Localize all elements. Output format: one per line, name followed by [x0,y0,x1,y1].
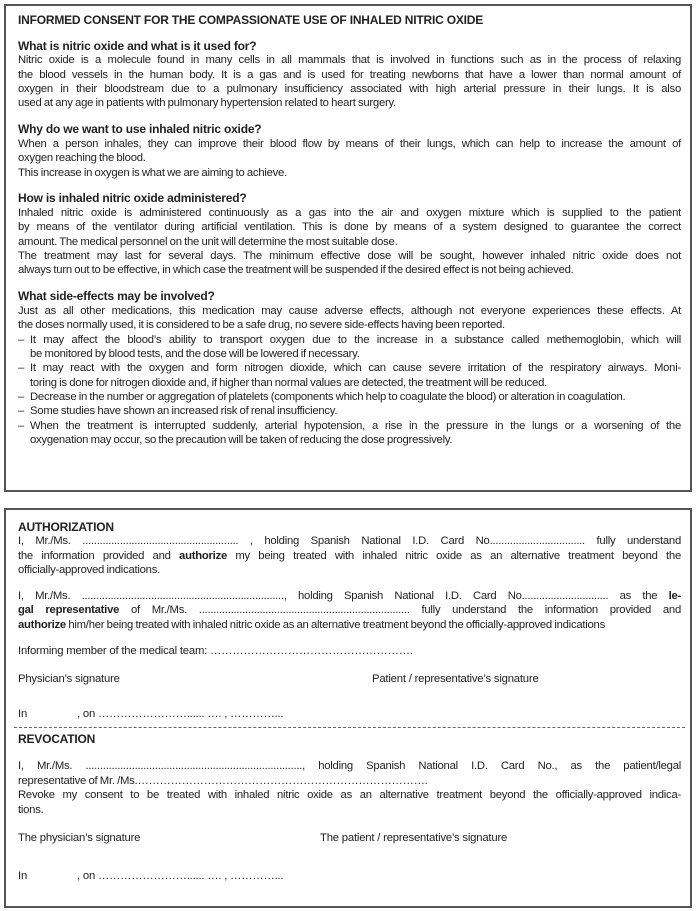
revocation-heading: REVOCATION [18,731,96,746]
body-text-line: oxygen reaching the blood. [18,152,146,165]
spacer [18,278,681,290]
authorization-heading: AUTHORIZATION [18,520,114,534]
body-text-line: used at any age in patients with pulmonary hypertension related to heart surgery. [18,97,396,110]
form-text-line: tions. [18,803,44,816]
body-text-line: This increase in oxygen is what we are aiming to achieve. [18,166,287,179]
body-text-line: Nitric oxide is a molecule found in many cells in all mammals that is involved in functions such as in the process of relaxing [18,54,681,67]
text-segment: officially-approved indications. [18,564,161,577]
revocation-place-date[interactable]: In , on ……………………...... …. , …………... [18,870,284,883]
revocation-physician-signature-label: The physician’s signature [18,831,141,844]
bullet-item-line: – Some studies have shown an increased risk of renal insufficiency. [18,404,681,418]
emphasis-text: authorize [18,618,66,631]
body-text-line: Inhaled nitric oxide is administered continuously as a gas into the air and oxygen mixture which is supplied to the patient [18,206,681,219]
spacer [18,180,681,192]
emphasis-text: le- [668,590,681,603]
form-text-line [18,589,681,603]
body-text-line: When a person inhales, they can improve their blood flow by means of their lungs, which can help to increase the amount of [18,137,681,150]
body-text-line: always turn out to be effective, in which case the treatment will be suspended if the desired effect is not being achieved. [18,264,574,277]
body-text-line: oxygen in their bloodstream due to a pulmonary insufficiency associated with high arterial pressure in their lungs. It is also [18,83,681,96]
section-heading: What side-effects may be involved? [18,289,215,304]
body-text-line: Just as all other medications, this medication may cause adverse effects, although not everyone experiences these effects. At [18,304,681,317]
authorization-statement-patient [18,534,681,577]
section-heading: Why do we want to use inhaled nitric oxide? [18,122,262,137]
form-text-line: I, Mr./Ms. ..........................................................................., holding Spanish National I.D. Card No., as the patient/legal [18,760,681,773]
bullet-item-line: – It may react with the oxygen and form nitrogen dioxide, which can cause severe irritation of the respiratory airways. Moni- [18,361,681,375]
text-segment: my being treated with inhaled nitric oxide as an alternative treatment beyond the [227,549,681,562]
emphasis-text: authorize [179,549,227,562]
authorization-statement-representative [18,589,681,632]
consent-form-section [4,508,692,908]
form-text-line: representative of Mr. /Ms.……………………………………………………………………. [18,774,428,787]
bullet-item-line: toring is done for nitrogen dioxide and, if higher than normal values are detected, the treatment will be reduced. [30,376,548,389]
physician-signature-label: Physician’s signature [18,673,120,686]
text-segment: I, Mr./Ms. ...................................................... , holding Spanish National I.D. Card No................................. fully understand [18,535,681,548]
body-text-line: by means of the ventilator during artificial ventilation. This is done by means of a system designed to guarantee the correct [18,221,681,234]
patient-signature-label: Patient / representative’s signature [372,673,539,686]
emphasis-text: gal representative [18,604,120,617]
body-text-line: amount. The medical personnel on the unit will determine the most suitable dose. [18,235,398,248]
form-text-line [18,563,681,577]
bullet-item-line: oxygenation may occur, so the precaution will be taken of reducing the dose progressively. [30,434,453,447]
information-section [4,4,692,492]
bullet-item-line: – Decrease in the number or aggregation of platelets (components which help to coagulate the blood) or alteration in coagulation. [18,390,681,404]
body-text-line: the doses normally used, it is considered to be a safe drug, no severe side-effects having been reported. [18,319,505,332]
spacer [18,27,681,39]
text-segment: him/her being treated with inhaled nitric oxide as an alternative treatment beyond the officially-approved indications [65,618,605,631]
text-segment: of Mr./Ms. ......................................................................... fully understand the information provided and [119,604,682,617]
document-title: INFORMED CONSENT FOR THE COMPASSIONATE USE OF INHALED NITRIC OXIDE [18,13,484,27]
revocation-statement [18,759,681,817]
authorization-place-date[interactable]: In , on ……………………...... …. , …………... [18,707,284,720]
informing-member-line[interactable]: Informing member of the medical team: ………………………………………………. [18,644,413,657]
bullet-item-line: – When the treatment is interrupted suddenly, arterial hypotension, a rise in the pressure in the lungs or a worsening of the [18,419,681,433]
bullet-item-line: – It may affect the blood’s ability to transport oxygen due to the increase in a substance called methemoglobin, which will [18,333,681,347]
form-text-line [18,618,681,632]
revocation-patient-signature-label: The patient / representative’s signature [320,831,508,844]
form-text-line [18,549,681,563]
form-text-line: Revoke my consent to be treated with inhaled nitric oxide as an alternative treatment beyond the officially-approved indica- [18,789,681,802]
form-text-line [18,603,681,617]
section-heading: What is nitric oxide and what is it used for? [18,38,257,53]
form-text-line [18,534,681,548]
body-text-line: The treatment may last for several days. The minimum effective dose will be sought, however inhaled nitric oxide does not [18,250,681,263]
cut-line-divider [14,727,685,728]
text-segment: I, Mr./Ms. ......................................................................, holding Spanish National I.D. Card No.............................. as the [18,590,669,603]
body-text-line: the blood vessels in the human body. It is a gas and is used for treating newborns that have a lower than normal amount of [18,68,681,81]
text-segment: the information provided and [18,549,180,562]
bullet-item-line: be monitored by blood tests, and the dose will be lowered if necessary. [30,347,360,360]
spacer [18,111,681,123]
section-heading: How is inhaled nitric oxide administered? [18,191,247,206]
